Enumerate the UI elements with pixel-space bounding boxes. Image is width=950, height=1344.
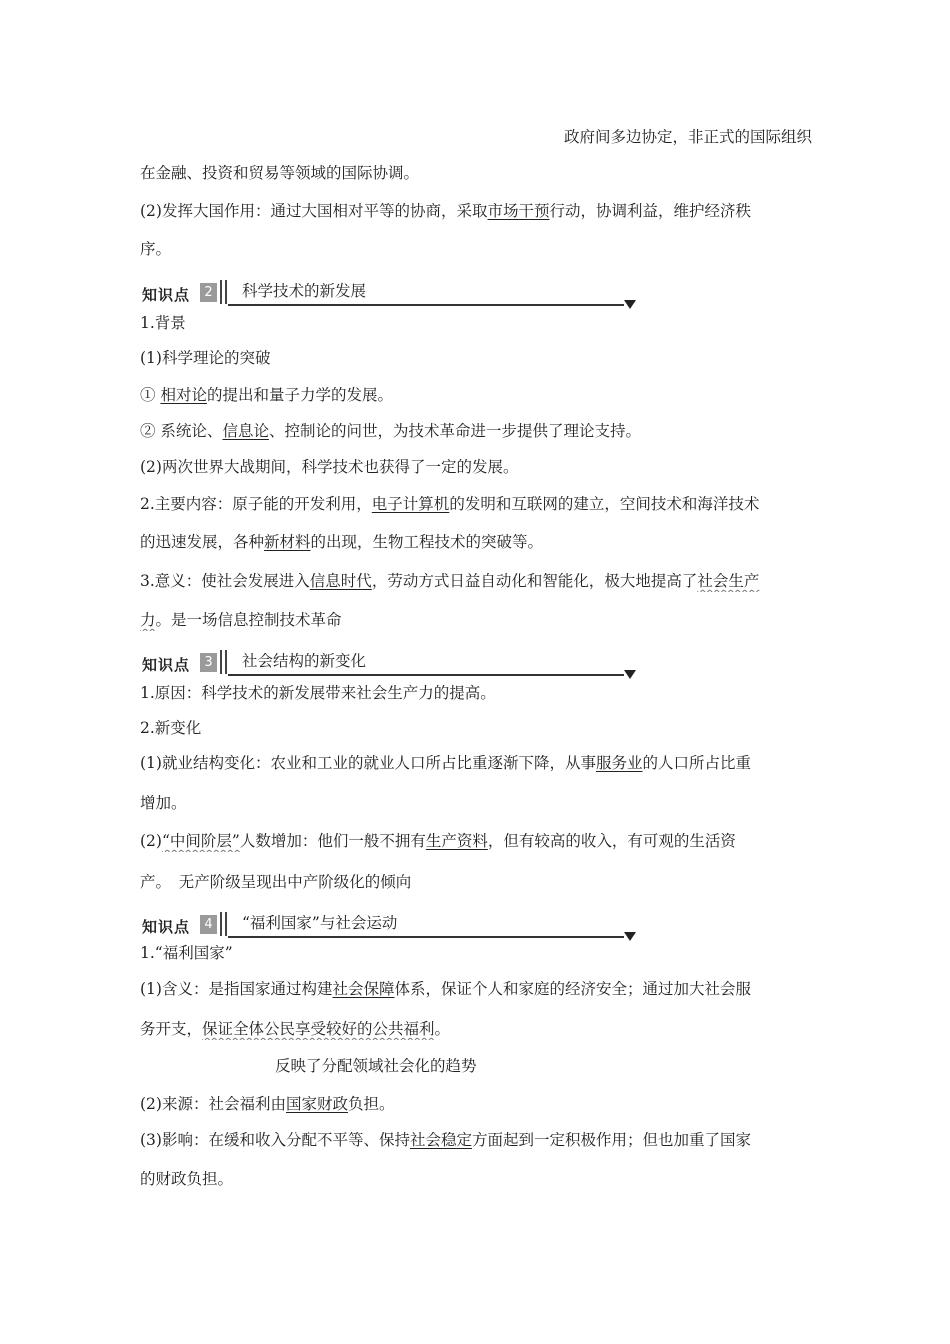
underlined-term: 社会保障	[332, 980, 395, 998]
margin-note: 政府间多边协定，非正式的国际组织	[563, 128, 812, 146]
text-run: 行动，协调利益，维护经济秩	[549, 202, 751, 220]
underlined-term: 信息论	[222, 422, 269, 440]
underlined-term: 相对论	[160, 386, 207, 404]
paragraph-line	[140, 1093, 812, 1115]
underlined-term: 新材料	[264, 533, 311, 551]
text-run: 的发明和互联网的建立，空间技术和海洋技术	[449, 495, 760, 513]
paragraph-line: 的财政负担。	[140, 1170, 234, 1188]
wavy-underlined-term: 保证全体公民享受较好的公共福利	[202, 1020, 435, 1038]
paragraph-line	[140, 420, 812, 442]
triangle-down-icon	[624, 300, 636, 309]
paragraph-line: (1)科学理论的突破	[140, 349, 271, 367]
paragraph-line	[140, 752, 812, 774]
text-run: 的迅速发展，各种	[140, 533, 265, 551]
text-run: 方面起到一定积极作用；但也加重了国家	[471, 1131, 751, 1149]
paragraph-line	[140, 609, 812, 631]
underlined-term: 信息时代	[309, 572, 372, 590]
wavy-underlined-term: 社会生产	[697, 572, 760, 590]
underlined-term: 生产资料	[425, 832, 488, 850]
text-run: 人数增加：他们一般不拥有	[239, 832, 426, 850]
text-run: ，但有较高的收入，有可观的生活资	[487, 832, 736, 850]
text-run: (3)影响：在缓和收入分配不平等、保持	[140, 1131, 410, 1149]
text-run: 、控制论的问世，为技术革命进一步提供了理论支持。	[268, 422, 641, 440]
text-run: 3.意义：使社会发展进入	[140, 572, 310, 590]
knowledge-point-number: 3	[200, 653, 217, 672]
text-run: 负担。	[347, 1095, 395, 1113]
triangle-down-icon	[624, 670, 636, 679]
text-run: ② 系统论、	[140, 422, 223, 440]
knowledge-point-number: 2	[200, 283, 217, 302]
divider-bars-icon	[220, 912, 230, 936]
header-rule	[228, 304, 624, 306]
text-run: 。	[434, 1020, 451, 1038]
paragraph-line	[140, 830, 812, 852]
annotation-note: 反映了分配领域社会化的趋势	[275, 1057, 477, 1075]
text-run: (2)来源：社会福利由	[140, 1095, 286, 1113]
knowledge-point-title: “福利国家”与社会运动	[242, 914, 398, 932]
wavy-underlined-term: “中间阶层”	[161, 832, 240, 850]
triangle-down-icon	[624, 932, 636, 941]
paragraph-line	[140, 1129, 812, 1151]
divider-bars-icon	[220, 650, 230, 674]
paragraph-line: 1.背景	[140, 314, 186, 332]
paragraph-line: 1.原因：科学技术的新发展带来社会生产力的提高。	[140, 684, 496, 702]
header-rule	[228, 936, 624, 938]
paragraph-line	[140, 200, 812, 222]
text-run: (2)	[140, 832, 162, 850]
text-run: ①	[140, 386, 161, 404]
knowledge-point-header	[140, 908, 640, 942]
paragraph-line	[140, 570, 812, 592]
paragraph-line	[140, 531, 812, 553]
paragraph-line: 产。 无产阶级呈现出中产阶级化的倾向	[140, 873, 412, 891]
text-run: 务开支，	[140, 1020, 203, 1038]
knowledge-point-title: 科学技术的新发展	[242, 282, 367, 300]
text-run: 的出现，生物工程技术的突破等。	[310, 533, 544, 551]
text-run: 2.主要内容：原子能的开发利用，	[140, 495, 372, 513]
paragraph-line: 1.“福利国家”	[140, 944, 233, 962]
header-rule	[228, 674, 624, 676]
text-run: (1)含义：是指国家通过构建	[140, 980, 333, 998]
wavy-underlined-term: 力	[140, 611, 156, 629]
paragraph-line: (2)两次世界大战期间，科学技术也获得了一定的发展。	[140, 458, 519, 476]
paragraph-line	[140, 384, 812, 406]
paragraph-line	[140, 493, 812, 515]
underlined-term: 国家财政	[285, 1095, 348, 1113]
text-run: 的提出和量子力学的发展。	[206, 386, 393, 404]
paragraph-line: 增加。	[140, 794, 187, 812]
paragraph-line: 2.新变化	[140, 719, 202, 737]
text-run: 的人口所占比重	[642, 754, 751, 772]
paragraph-line: 在金融、投资和贸易等领域的国际协调。	[140, 164, 420, 182]
text-run: 。是一场信息控制技术革命	[155, 611, 342, 629]
underlined-term: 社会稳定	[409, 1131, 472, 1149]
knowledge-point-label: 知识点	[142, 656, 191, 674]
knowledge-point-header	[140, 646, 640, 680]
divider-bars-icon	[220, 280, 230, 304]
knowledge-point-label: 知识点	[142, 286, 191, 304]
paragraph-line	[140, 1018, 812, 1040]
underlined-term: 市场干预	[487, 202, 550, 220]
underlined-term: 电子计算机	[371, 495, 450, 513]
knowledge-point-header	[140, 276, 640, 310]
text-run: (2)发挥大国作用：通过大国相对平等的协商，采取	[140, 202, 488, 220]
knowledge-point-label: 知识点	[142, 918, 191, 936]
paragraph-line: 序。	[140, 240, 172, 258]
text-run: ，劳动方式日益自动化和智能化，极大地提高了	[371, 572, 698, 590]
text-run: 体系，保证个人和家庭的经济安全；通过加大社会服	[394, 980, 751, 998]
knowledge-point-number: 4	[200, 915, 217, 934]
text-run: (1)就业结构变化：农业和工业的就业人口所占比重逐渐下降，从事	[140, 754, 596, 772]
paragraph-line	[140, 978, 812, 1000]
knowledge-point-title: 社会结构的新变化	[242, 652, 367, 670]
underlined-term: 服务业	[595, 754, 643, 772]
